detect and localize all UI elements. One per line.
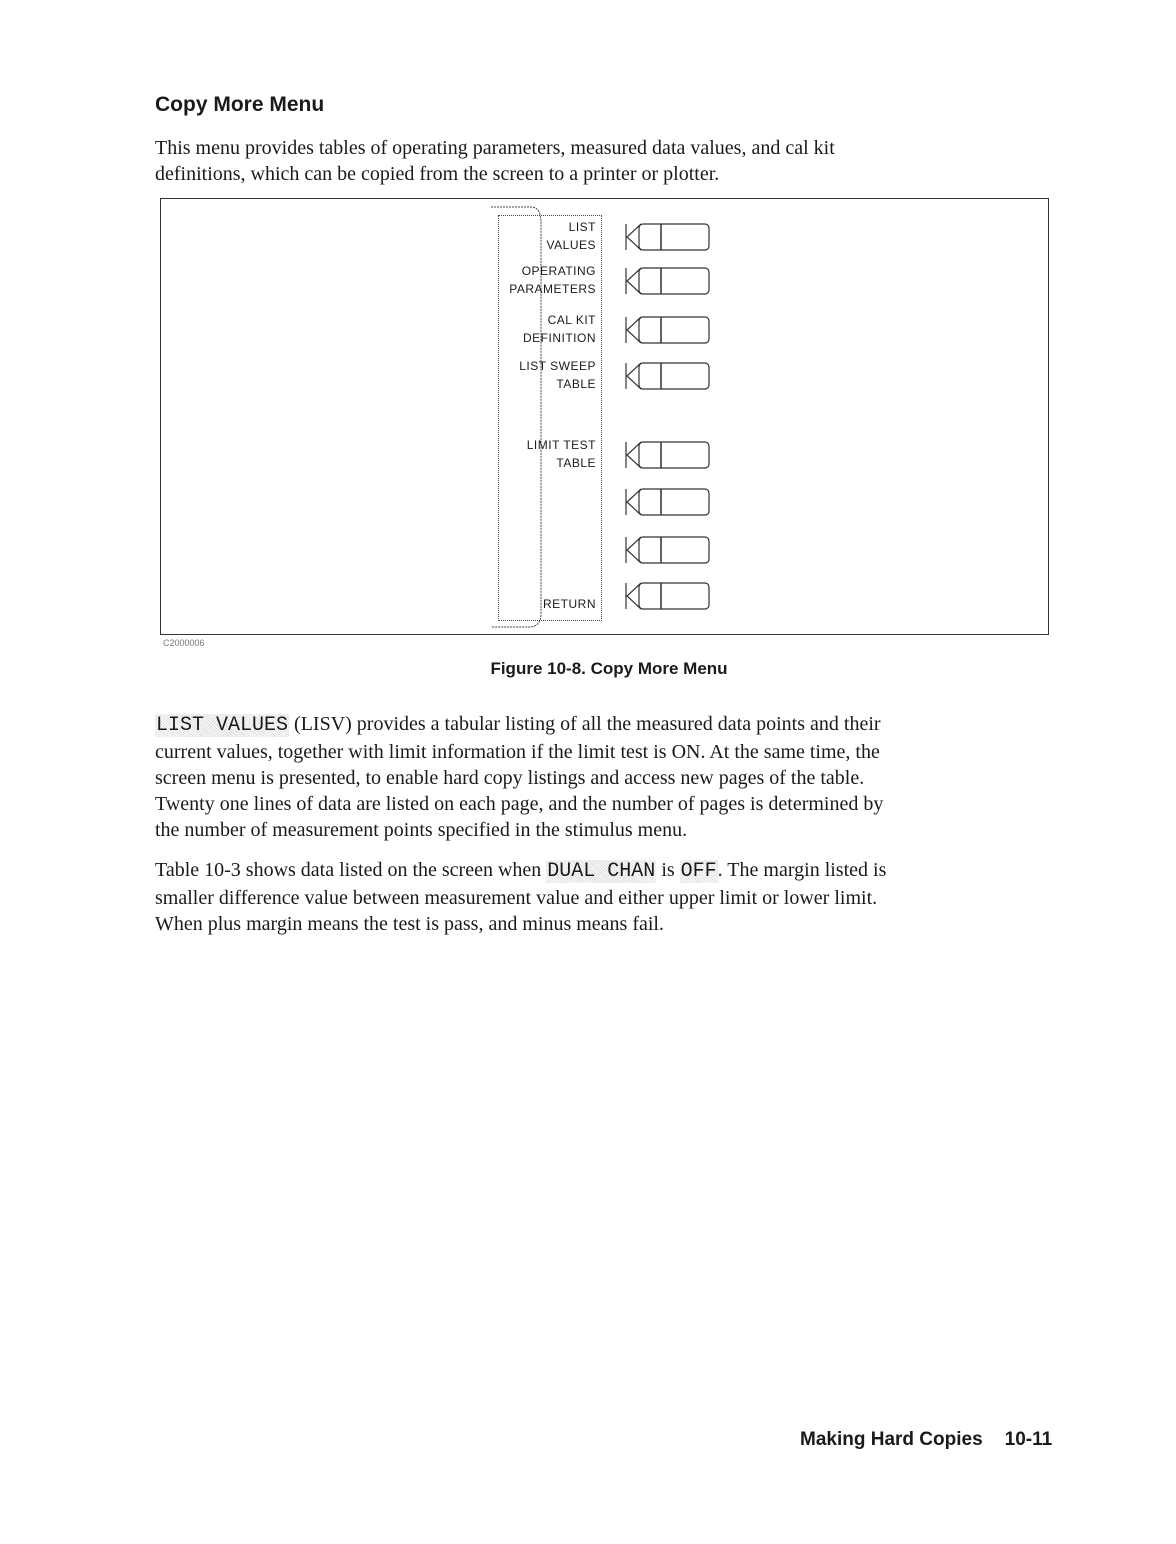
figure-caption: Figure 10-8. Copy More Menu [490, 659, 728, 678]
softkey-button [621, 264, 721, 300]
page-footer [800, 1429, 1074, 1451]
menu-label-line [592, 501, 596, 519]
text-line: current values, together with limit information if the limit test is ON. At the same time, the [155, 741, 880, 763]
figure-copy-more-menu [160, 198, 1049, 635]
menu-label-line: VALUES [546, 238, 596, 252]
menu-label [519, 357, 596, 393]
softkey-button [621, 533, 721, 569]
menu-label [592, 531, 596, 567]
softkey-list-values: LIST VALUES [156, 714, 289, 737]
menu-label-line [543, 577, 596, 595]
text-line: Twenty one lines of data are listed on each page, and the number of pages is determined by [155, 793, 884, 815]
menu-label [509, 262, 596, 298]
menu-label-line: TABLE [556, 377, 596, 391]
menu-label-line: CAL KIT [547, 313, 596, 327]
text: Table 10-3 shows data listed on the screen when [155, 859, 547, 881]
text: . The margin listed is [717, 859, 887, 881]
figure-id: C2000006 [163, 638, 205, 648]
softkey-button [621, 485, 721, 521]
menu-label [543, 577, 596, 613]
softkey-button [621, 438, 721, 474]
softkey-button [621, 359, 721, 395]
softkey-off: OFF [680, 860, 717, 883]
menu-label [547, 218, 596, 254]
page-number: 10-11 [1004, 1429, 1053, 1450]
menu-label-line: PARAMETERS [509, 282, 596, 296]
menu-label [523, 311, 596, 347]
text: is [656, 859, 680, 881]
menu-label-line: DEFINITION [523, 331, 596, 345]
text-line: This menu provides tables of operating parameters, measured data values, and cal kit [155, 137, 835, 159]
text-line: smaller difference value between measurement value and either upper limit or lower limit. [155, 887, 878, 909]
menu-label-line: RETURN [543, 597, 596, 611]
menu-label [592, 483, 596, 519]
list-values-paragraph [155, 711, 1035, 843]
intro-paragraph [155, 135, 1035, 187]
softkey-button [621, 313, 721, 349]
footer-section: Making Hard Copies [800, 1429, 983, 1450]
text-line: the number of measurement points specified in the stimulus menu. [155, 819, 688, 841]
menu-label-line: OPERATING [521, 264, 596, 278]
text-line: When plus margin means the test is pass, and minus means fail. [155, 913, 664, 935]
menu-label-line: TABLE [556, 456, 596, 470]
menu-label-line: LIMIT TEST [526, 438, 596, 452]
menu-label [527, 436, 596, 472]
menu-label-line [592, 531, 596, 549]
softkey-dual-chan: DUAL CHAN [547, 860, 656, 883]
text-line: (LISV) provides a tabular listing of all the measured data points and their [289, 713, 881, 735]
softkey-button [621, 220, 721, 256]
menu-label-line: LIST SWEEP [519, 359, 596, 373]
menu-label-line: LIST [568, 220, 596, 234]
menu-label-line [592, 483, 596, 501]
softkey-button [621, 579, 721, 615]
table-paragraph [155, 857, 1035, 937]
menu-label-line [592, 549, 596, 567]
text-line: screen menu is presented, to enable hard copy listings and access new pages of the table. [155, 767, 865, 789]
text-line: definitions, which can be copied from the screen to a printer or plotter. [155, 163, 720, 185]
section-heading: Copy More Menu [155, 93, 325, 116]
